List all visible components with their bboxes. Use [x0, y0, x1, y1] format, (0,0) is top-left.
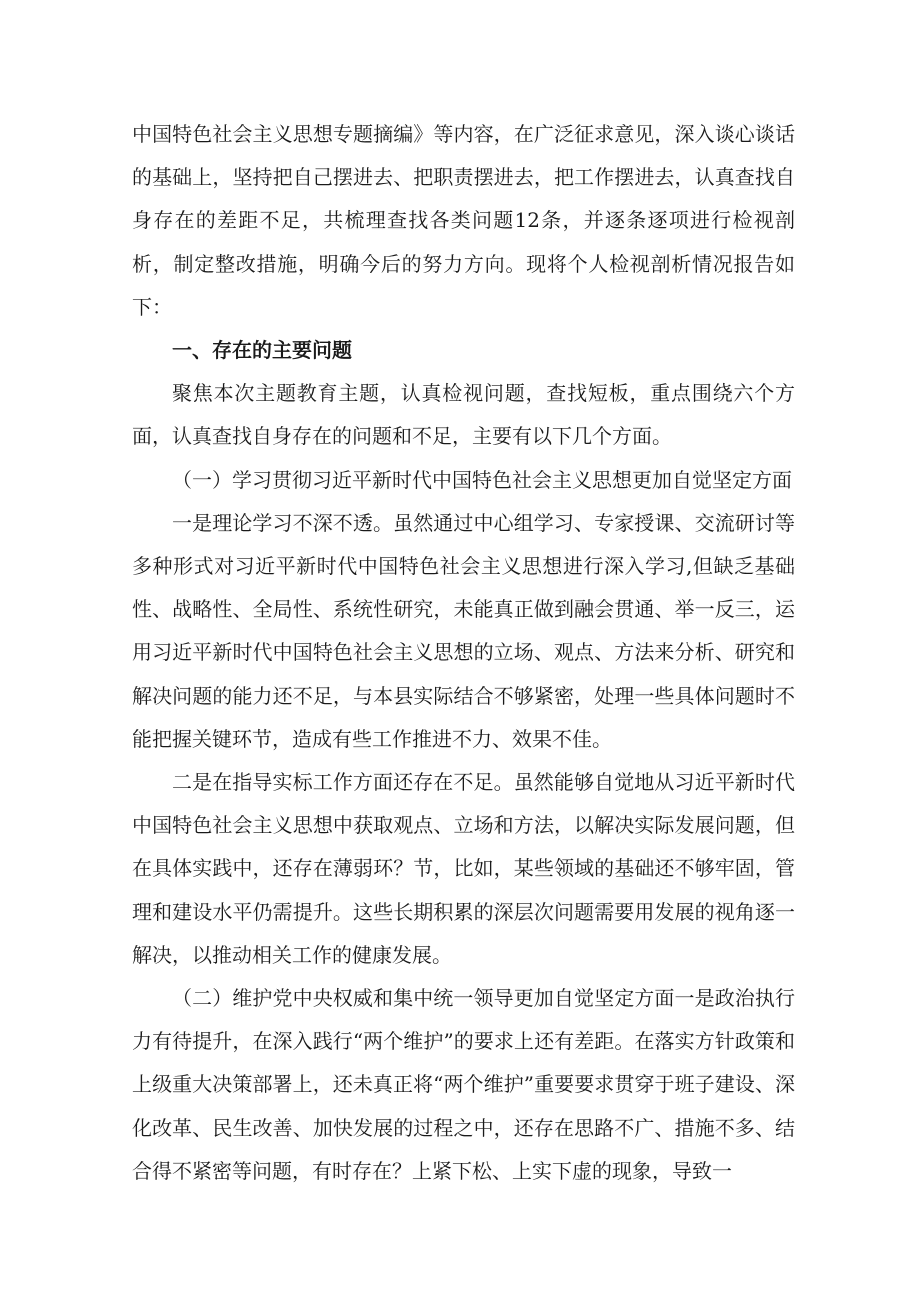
paragraph-intro: 聚焦本次主题教育主题，认真检视问题，查找短板，重点围绕六个方面，认真查找自身存在的问题和不足，主要有以下几个方面。	[132, 381, 795, 449]
section-heading: 一、存在的主要问题	[172, 338, 352, 363]
subsection-paragraph-2: （二）维护党中央权威和集中统一领导更加自觉坚定方面一是政治执行力有待提升，在深入践行“两个维护”的要求上还有差距。在落实方针政策和上级重大决策部署上，还未真正将“两个维护”重要要求贯穿于班子建设、深化改革、民生改善、加快发展的过程之中，还存在思路不广、措施不多、结合得不紧密等问题，有时存在？上紧下松、上实下虚的现象，导致一	[132, 986, 795, 1183]
paragraph-issue-2: 二是在指导实标工作方面还存在不足。虽然能够自觉地从习近平新时代中国特色社会主义思想中获取观点、立场和方法，以解决实际发展问题，但在具体实践中，还存在薄弱环？节，比如，某些领域的基础还不够牢固，管理和建设水平仍需提升。这些长期积累的深层次问题需要用发展的视角逐一解决，以推动相关工作的健康发展。	[132, 770, 795, 967]
subsection-heading-1: （一）学习贯彻习近平新时代中国特色社会主义思想更加自觉坚定方面	[172, 467, 792, 492]
document-body	[132, 113, 795, 1193]
paragraph-continuation: 中国特色社会主义思想专题摘编》等内容，在广泛征求意见，深入谈心谈话的基础上，坚持把自己摆进去、把职责摆进去，把工作摆进去，认真查找自身存在的差距不足，共梳理查找各类问题12条，并逐条逐项进行检视剖析，制定整改措施，明确今后的努力方向。现将个人检视剖析情况报告如下：	[132, 122, 795, 319]
paragraph-issue-1: 一是理论学习不深不透。虽然通过中心组学习、专家授课、交流研讨等多种形式对习近平新时代中国特色社会主义思想进行深入学习,但缺乏基础性、战略性、全局性、系统性研究，未能真正做到融会贯通、举一反三，运用习近平新时代中国特色社会主义思想的立场、观点、方法来分析、研究和解决问题的能力还不足，与本县实际结合不够紧密，处理一些具体问题时不能把握关键环节，造成有些工作推进不力、效果不佳。	[132, 510, 795, 751]
